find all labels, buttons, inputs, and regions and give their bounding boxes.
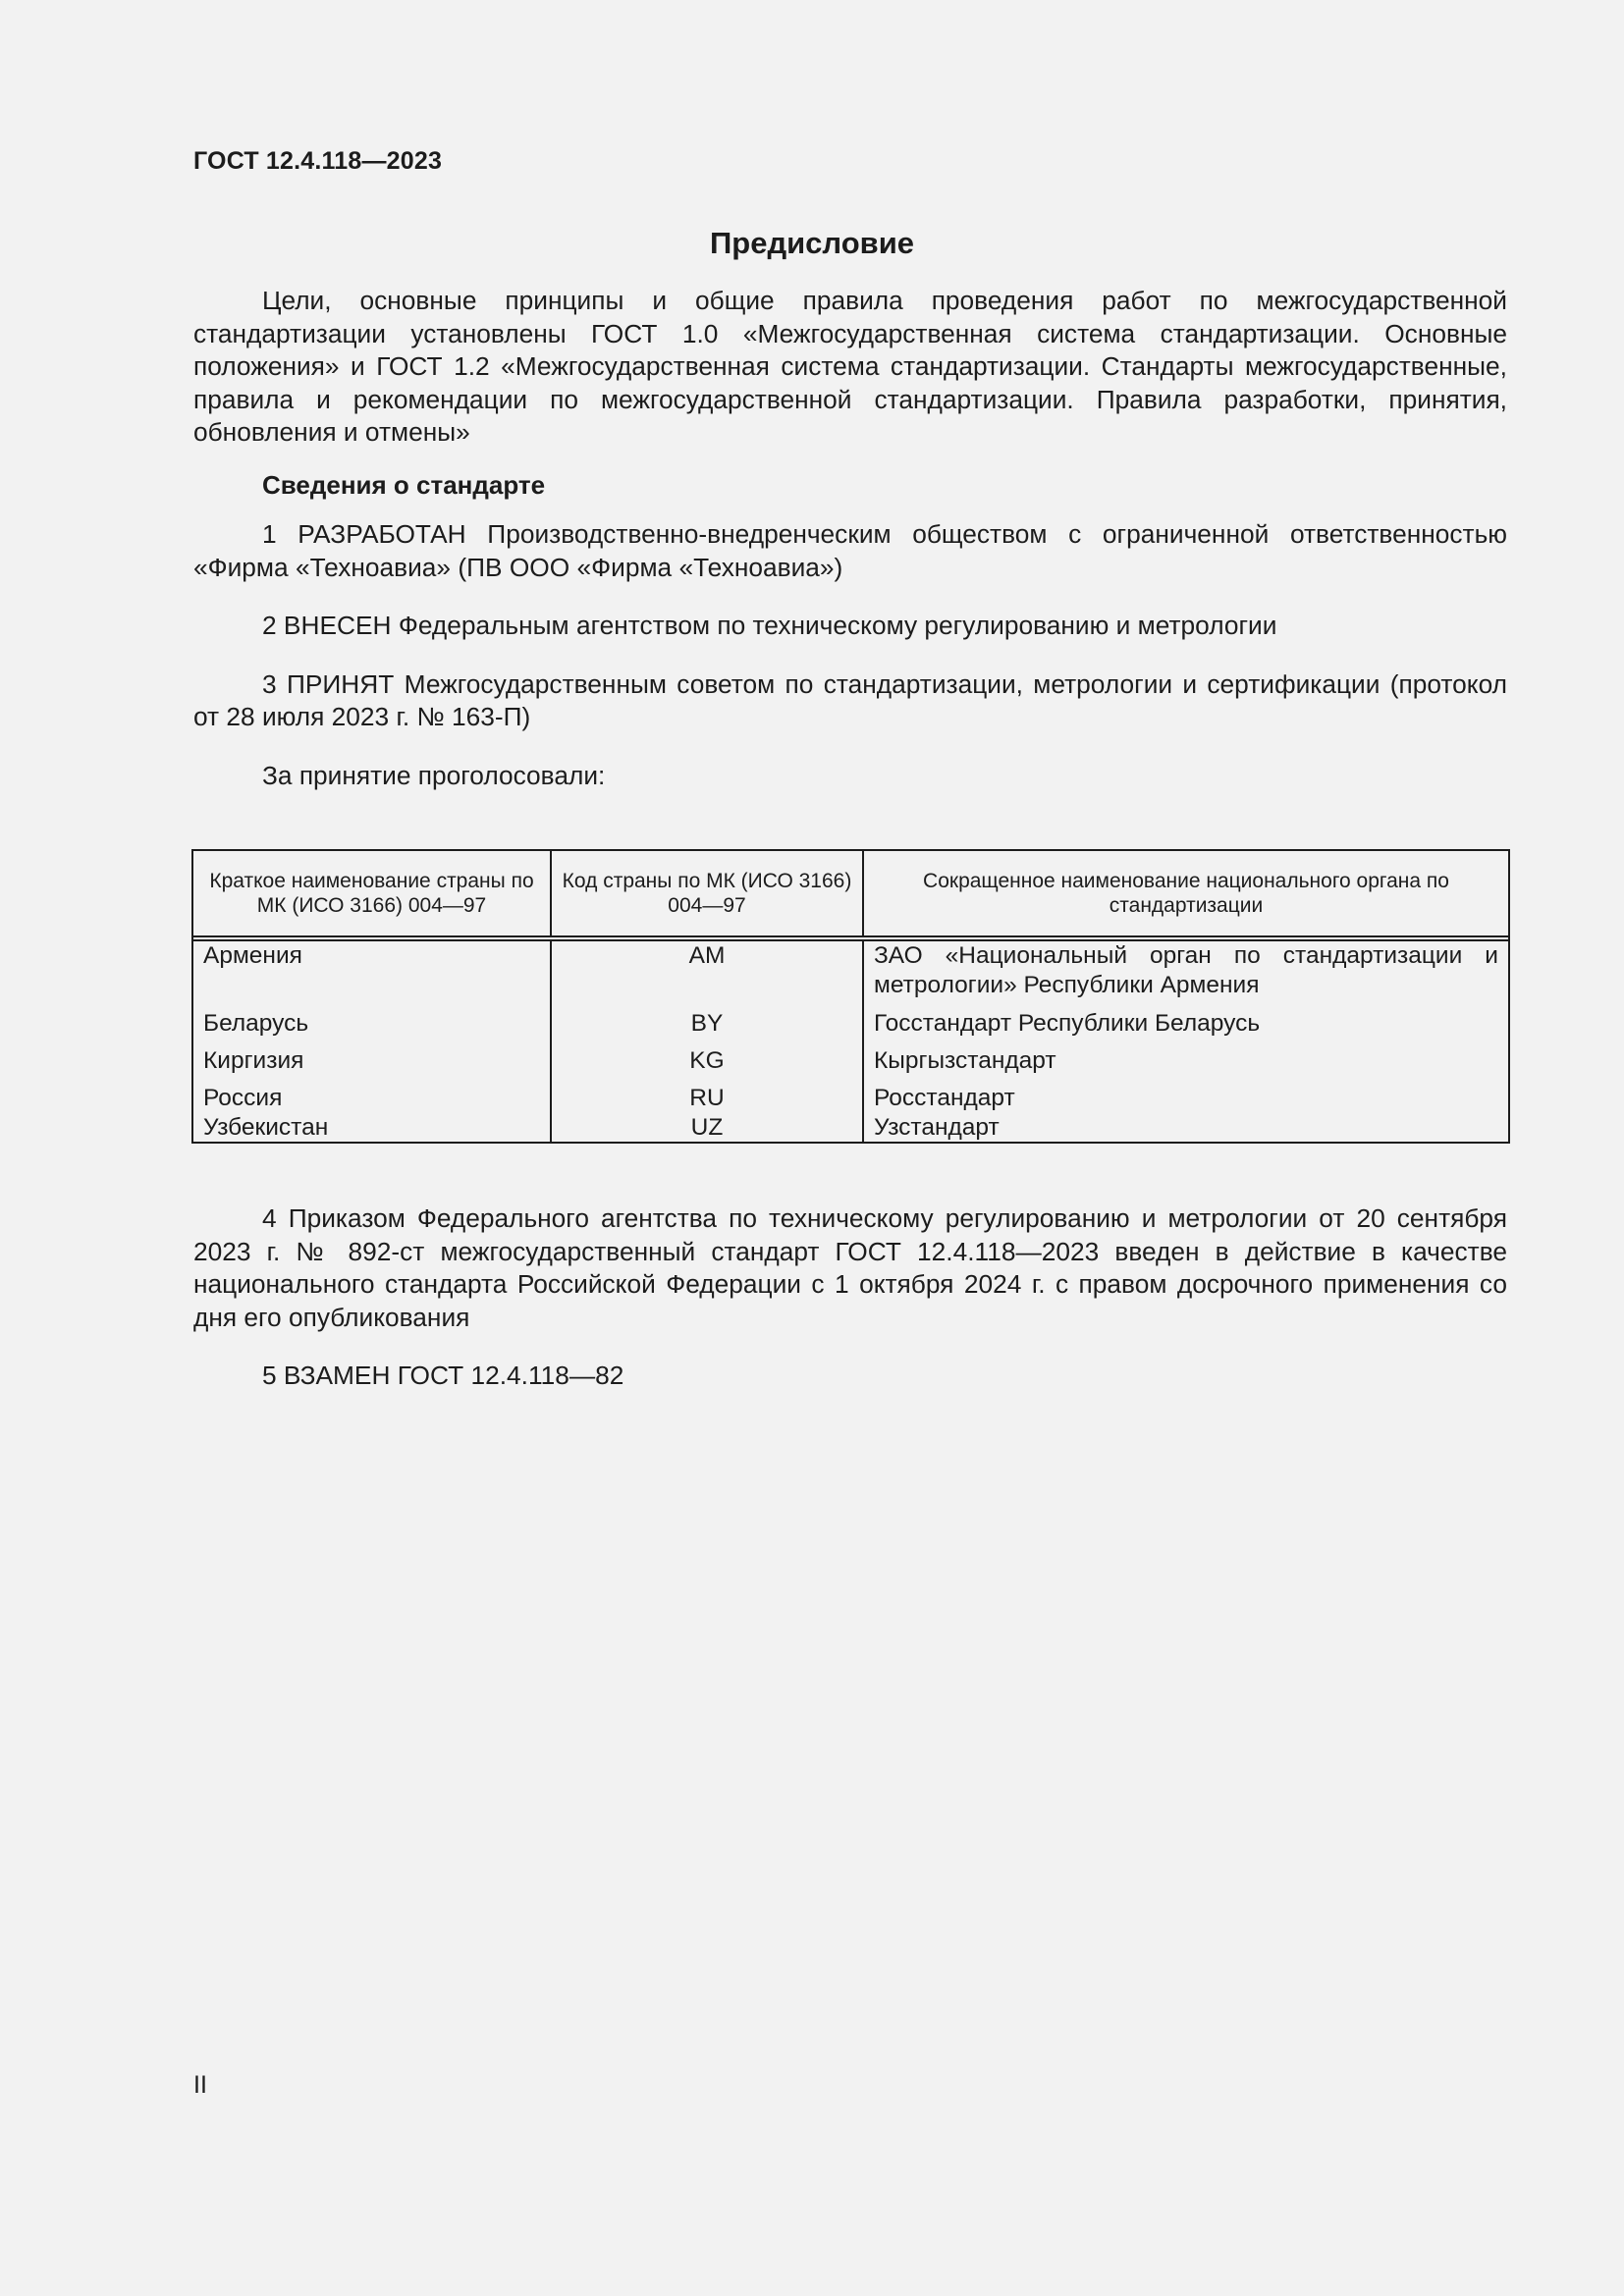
- info-item-2: 2 ВНЕСЕН Федеральным агентством по техническому регулированию и метрологии: [262, 611, 1277, 640]
- info-heading: Сведения о стандарте: [262, 470, 546, 500]
- table-row: [193, 1039, 1508, 1076]
- table-row: [193, 1113, 1508, 1143]
- info-item-3: 3 ПРИНЯТ Межгосударственным советом по стандартизации, метрологии и сертификации (протокол от 28 июля 2023 г. № 163-П): [193, 668, 1507, 731]
- table-row: [193, 999, 1508, 1039]
- national-body-cell: Госстандарт Республики Беларусь: [874, 1010, 1261, 1037]
- page-number: II: [193, 2071, 207, 2099]
- table-header-row: [193, 851, 1508, 938]
- voting-table: [193, 851, 1508, 1142]
- country-cell: Россия: [193, 1075, 551, 1113]
- voted-label: За принятие проголосовали:: [262, 760, 606, 790]
- section-title: Предисловие: [709, 226, 914, 260]
- info-item-4: 4 Приказом Федерального агентства по техническому регулированию и метрологии от 20 сентября 2023 г. № 892-ст межгосударственный стандарт ГОСТ 12.4.118—2023 введен в действие в качестве национального стандарта Российской Федерации с 1 октября 2024 г. с правом досрочного применения со дня его опубликования: [193, 1203, 1507, 1332]
- code-cell: UZ: [551, 1113, 863, 1143]
- intro-paragraph: Цели, основные принципы и общие правила проведения работ по межгосударственной стандартизации установлены ГОСТ 1.0 «Межгосударственная система стандартизации. Основные положения» и ГОСТ 1.2 «Межгосударственная система стандартизации. Стандарты межгосударственные, правила и рекомендации по межгосударственной стандартизации. Правила разработки, принятия, обновления и отмены»: [193, 286, 1507, 447]
- code-cell: BY: [551, 999, 863, 1039]
- country-cell: Беларусь: [193, 999, 551, 1039]
- document-code: ГОСТ 12.4.118—2023: [193, 147, 443, 175]
- country-cell: Киргизия: [193, 1039, 551, 1076]
- header-country-name: Краткое наименование страны по МК (ИСО 3166) 004—97: [193, 851, 551, 938]
- code-cell: KG: [551, 1039, 863, 1076]
- header-national-body: Сокращенное наименование национального органа по стандартизации: [863, 851, 1508, 938]
- country-cell: Армения: [193, 938, 551, 999]
- code-cell: AM: [551, 938, 863, 999]
- items-after-block: [193, 1202, 1507, 1393]
- code-cell: RU: [551, 1075, 863, 1113]
- country-cell: Узбекистан: [193, 1113, 551, 1143]
- national-body-cell: ЗАО «Национальный орган по стандартизации и метрологии» Республики Армения: [874, 942, 1498, 998]
- info-items-block: [193, 518, 1507, 792]
- national-body-cell: Росстандарт: [874, 1085, 1015, 1111]
- header-country-code: Код страны по МК (ИСО 3166) 004—97: [551, 851, 863, 938]
- table-row: [193, 1075, 1508, 1113]
- info-item-1: 1 РАЗРАБОТАН Производственно-внедренческим обществом с ограниченной ответственностью «Фирма «Техноавиа» (ПВ ООО «Фирма «Техноавиа»): [193, 519, 1507, 582]
- intro-block: [193, 285, 1507, 450]
- national-body-cell: Узстандарт: [874, 1113, 1000, 1141]
- table-row: [193, 938, 1508, 999]
- national-body-cell: Кыргызстандарт: [874, 1046, 1056, 1074]
- info-item-5: 5 ВЗАМЕН ГОСТ 12.4.118—82: [262, 1361, 624, 1390]
